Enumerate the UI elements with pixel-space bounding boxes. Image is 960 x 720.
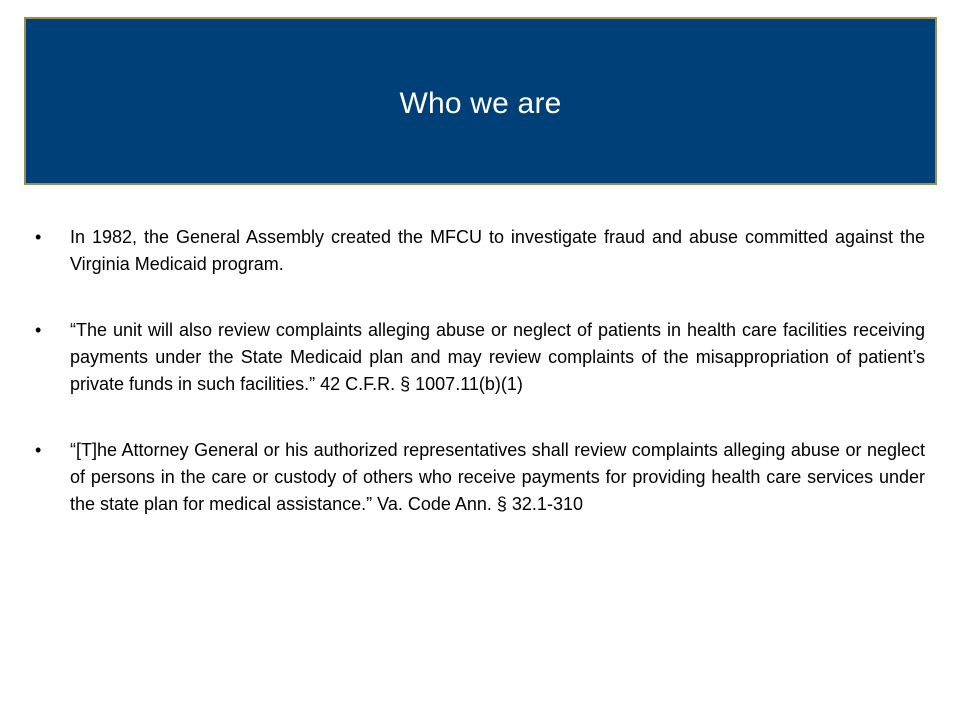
bullet-list [35, 224, 925, 518]
bullet-text: In 1982, the General Assembly created the MFCU to investigate fraud and abuse committed against the Virginia Medicaid program. [70, 227, 925, 274]
bullet-marker: • [35, 227, 42, 247]
title-banner [24, 17, 937, 185]
bullet-marker: • [35, 320, 42, 340]
bullet-marker: • [35, 440, 42, 460]
bullet-item-mfcu-creation [35, 224, 925, 278]
bullet-text: “The unit will also review complaints alleging abuse or neglect of patients in health care facilities receiving payments under the State Medicaid plan and may review complaints of the misappropriation of patient’s private funds in such facilities.” 42 C.F.R. § 1007.11(b)(1) [70, 320, 925, 394]
slide-title: Who we are [399, 87, 562, 120]
bullet-text: “[T]he Attorney General or his authorized representatives shall review complaints alleging abuse or neglect of persons in the care or custody of others who receive payments for providing health care services under the state plan for medical assistance.” Va. Code Ann. § 32.1-310 [70, 440, 925, 514]
bullet-item-cfr-quote [35, 317, 925, 398]
bullet-item-va-code-quote [35, 437, 925, 518]
